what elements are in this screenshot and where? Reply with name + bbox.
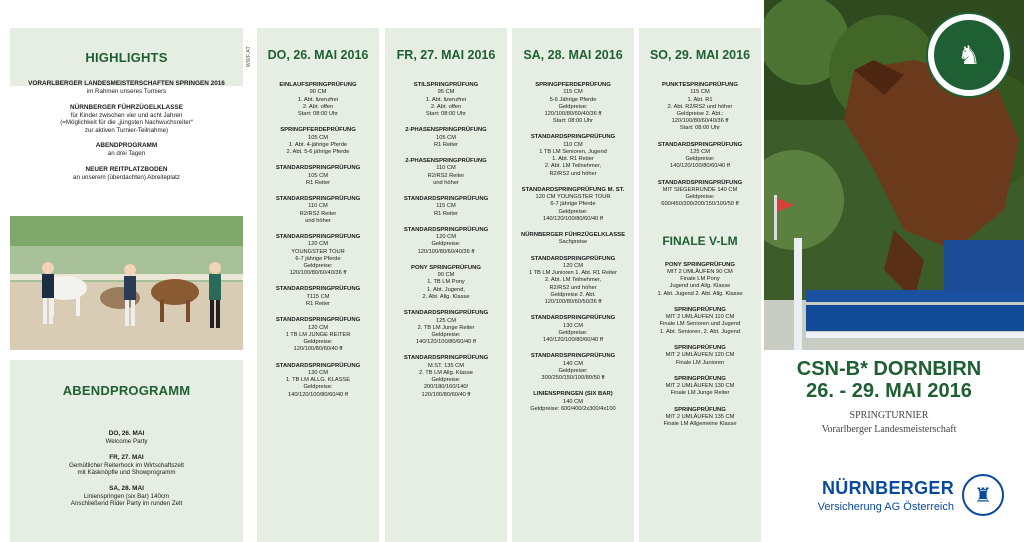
abendprogramm-list bbox=[10, 430, 243, 516]
item-line: MIT 2 UMLÄUFEN 110 CM bbox=[665, 314, 735, 321]
item-title: STANDARDSPRINGPRÜFUNG bbox=[403, 310, 489, 317]
day-events bbox=[512, 82, 634, 413]
item-line: 105 CM bbox=[308, 134, 328, 141]
item-line: R2/RS2 Reiter bbox=[427, 172, 465, 179]
day-title: SO, 29. MAI 2016 bbox=[649, 48, 751, 62]
item-line: 2. Abt. LM Teilnehmer, bbox=[544, 277, 602, 284]
event-title bbox=[764, 358, 1014, 402]
day-column-sunday bbox=[639, 28, 761, 542]
day-column-friday bbox=[385, 28, 507, 542]
list-item bbox=[10, 142, 243, 158]
day-title: SA, 28. MAI 2016 bbox=[523, 48, 623, 62]
item-line: 140/120/100/80/60/40 ff bbox=[543, 337, 603, 344]
list-item bbox=[641, 345, 759, 367]
item-line: 120 CM bbox=[436, 234, 456, 241]
item-line: Finale LM Pony bbox=[680, 276, 720, 283]
item-title: STANDARDSPRINGPRÜFUNG bbox=[275, 165, 361, 172]
item-line: (=Möglichkeit für die „jüngsten Nachwuchsreiter“ bbox=[60, 119, 193, 127]
list-item bbox=[387, 82, 505, 118]
item-line: MIT 2 UMLÄUFEN 135 CM bbox=[665, 413, 735, 420]
item-line: Jugend und Allg. Klasse bbox=[669, 283, 731, 290]
item-line: für Kinder zwischen vier und acht Jahren bbox=[70, 111, 183, 119]
list-item bbox=[387, 196, 505, 218]
item-line: R1 Reiter bbox=[305, 179, 331, 186]
item-title: PONY SPRINGPRÜFUNG bbox=[411, 264, 481, 271]
item-title: PONY SPRINGPRÜFUNG bbox=[665, 261, 735, 268]
day-title: DO, 26. MAI 2016 bbox=[267, 48, 369, 62]
day-column-saturday bbox=[512, 28, 634, 542]
item-title: STILSPRINGPRÜFUNG bbox=[413, 82, 479, 88]
finale-events bbox=[639, 262, 761, 429]
item-line: Start: 08:00 Uhr bbox=[425, 111, 467, 118]
item-line: 125 CM bbox=[690, 149, 710, 156]
item-line: an unserem (überdachten) Abreiteplatz bbox=[73, 173, 180, 181]
item-line: R2/RS2 Reiter bbox=[299, 210, 337, 217]
item-line: 1. Abt. lizenzfrei bbox=[297, 96, 339, 103]
item-title: STANDARDSPRINGPRÜFUNG bbox=[275, 286, 361, 293]
item-line: MIT 2 UMLÄUFEN 90 CM bbox=[667, 269, 733, 276]
item-line: 110 CM bbox=[308, 203, 328, 210]
item-title: STANDARDSPRINGPRÜFUNG bbox=[403, 355, 489, 362]
item-line: Geldpreise: bbox=[303, 384, 333, 391]
item-line: 1. TB LM Pony bbox=[427, 279, 465, 286]
item-title: STANDARDSPRINGPRÜFUNG M. ST. bbox=[521, 186, 625, 193]
item-line: 90 CM bbox=[437, 272, 455, 279]
item-line: 1. Abt. R1 Reiter bbox=[552, 156, 594, 163]
item-line: Linienspringen (six Bar) 140cm bbox=[83, 492, 170, 500]
list-item bbox=[259, 82, 377, 118]
item-line: 140 CM bbox=[563, 360, 583, 367]
item-line: R1 Reiter bbox=[305, 301, 331, 308]
item-title: STANDARDSPRINGPRÜFUNG bbox=[530, 353, 616, 360]
item-line: Geldpreise: bbox=[558, 208, 588, 215]
list-item bbox=[514, 187, 632, 223]
item-line: 130 CM bbox=[308, 369, 328, 376]
item-title: SA, 28. MAI bbox=[109, 484, 144, 492]
item-line: 1 TB LM JUNGE REITER bbox=[285, 331, 351, 338]
item-line: 90 CM bbox=[309, 89, 327, 96]
item-title: SPRINGPRÜFUNG bbox=[674, 375, 726, 382]
item-line: Start: 08:00 Uhr bbox=[297, 111, 339, 118]
list-item bbox=[641, 407, 759, 429]
item-title: STANDARDSPRINGPRÜFUNG bbox=[275, 362, 361, 369]
item-line: Geldpreise: bbox=[558, 329, 588, 336]
item-line: 1. Abt. lizenzfrei bbox=[425, 96, 467, 103]
abendprogramm-title: ABENDPROGRAMM bbox=[62, 382, 191, 398]
day-column-thursday bbox=[257, 28, 379, 542]
list-item bbox=[259, 234, 377, 277]
list-item bbox=[641, 376, 759, 398]
list-item bbox=[259, 286, 377, 308]
list-item bbox=[641, 307, 759, 336]
item-line: Start: 08:00 Uhr bbox=[552, 118, 594, 125]
item-line: 115 CM bbox=[690, 89, 710, 96]
item-line: 200/180/160/140/ bbox=[423, 384, 469, 391]
item-title: PUNKTESPRINGPRÜFUNG bbox=[662, 82, 738, 88]
list-item bbox=[387, 265, 505, 301]
list-item bbox=[514, 353, 632, 382]
list-item bbox=[641, 180, 759, 209]
item-line: Sachpreise bbox=[558, 239, 588, 246]
item-line: Finale LM Junioren bbox=[675, 359, 725, 366]
list-item bbox=[387, 310, 505, 346]
item-line: an drei Tagen bbox=[107, 150, 146, 158]
item-line: Geldpreise: bbox=[431, 377, 461, 384]
item-line: Finale LM Allgemeine Klasse bbox=[663, 421, 737, 428]
sponsor-name: NÜRNBERGER bbox=[821, 478, 954, 498]
item-title: SPRINGPRÜFUNG bbox=[674, 306, 726, 313]
item-line: 2. Abt. offen bbox=[302, 103, 334, 110]
list-item bbox=[259, 196, 377, 225]
item-line: 120/100/80/60/40/36 ff bbox=[289, 270, 347, 277]
event-title-line2: 26. - 29. MAI 2016 bbox=[806, 380, 972, 402]
item-line: 140/120/100/80/60/40 ff bbox=[288, 391, 348, 398]
item-line: 2. Abt. Allg. Klasse bbox=[422, 293, 470, 300]
item-line: Geldpreise: bbox=[685, 194, 715, 201]
item-line: 140 CM bbox=[563, 398, 583, 405]
item-title: NEUER REITPLATZBODEN bbox=[85, 165, 168, 173]
item-line: 115 CM bbox=[436, 203, 456, 210]
item-line: M.ST. 135 CM bbox=[427, 362, 465, 369]
item-line: 95 CM bbox=[437, 89, 455, 96]
item-title: STANDARDSPRINGPRÜFUNG bbox=[530, 134, 616, 141]
item-line: 120/100/80/60/40/36 ff bbox=[417, 248, 475, 255]
item-title: SPRINGPRÜFUNG bbox=[674, 406, 726, 413]
club-badge bbox=[926, 12, 1012, 98]
item-line: Geldpreise: bbox=[431, 331, 461, 338]
item-line: 140/120/100/80/60/40 ff bbox=[416, 339, 476, 346]
item-line: 120 CM bbox=[308, 324, 328, 331]
item-title: STANDARDSPRINGPRÜFUNG bbox=[657, 179, 743, 186]
item-line: Geldpreise: 600/400/2x300/4x100 bbox=[530, 405, 616, 412]
item-line: R2/RS2 und höher bbox=[549, 284, 597, 291]
list-item bbox=[514, 82, 632, 125]
item-line: 1. Abt. Senioren, 2. Abt. Jugend bbox=[660, 328, 740, 335]
item-title: STANDARDSPRINGPRÜFUNG bbox=[275, 317, 361, 324]
item-line: Start: 08:00 Uhr bbox=[679, 125, 721, 132]
list-item bbox=[387, 227, 505, 256]
list-item bbox=[387, 127, 505, 149]
item-title: NÜRNBERGER FÜHRZÜGELKLASSE bbox=[70, 103, 183, 111]
item-line: 1. Abt. Jugend, bbox=[427, 286, 465, 293]
item-line: 2. Abt. R2/RS2 und höher bbox=[667, 103, 733, 110]
item-line: Finale LM Senioren und Jugend bbox=[659, 321, 741, 328]
item-line: im Rahmen unseres Turniers bbox=[86, 88, 167, 95]
event-subtitle: SPRINGTURNIER bbox=[849, 410, 929, 421]
item-title: STANDARDSPRINGPRÜFUNG bbox=[403, 196, 489, 203]
item-title: 2-PHASENSPRINGPRÜFUNG bbox=[405, 127, 487, 134]
item-line: MIT 2 UMLÄUFEN 120 CM bbox=[665, 352, 735, 359]
item-line: Geldpreise: bbox=[431, 241, 461, 248]
item-line: Geldpreise: bbox=[558, 103, 588, 110]
item-line: 140/120/100/80/60/40 ff bbox=[543, 215, 603, 222]
item-title: FR, 27. MAI bbox=[109, 453, 144, 461]
item-line: 120 CM YOUNGSTER TOUR bbox=[535, 194, 611, 201]
item-line: 115 CM bbox=[563, 89, 583, 96]
list-item bbox=[10, 430, 243, 446]
list-item bbox=[259, 165, 377, 187]
item-line: R1 Reiter bbox=[433, 210, 459, 217]
list-item bbox=[641, 82, 759, 133]
item-line: Geldpreise 2. Abt.: bbox=[676, 111, 724, 118]
item-title: EINLAUFSPRINGPRÜFUNG bbox=[279, 82, 357, 88]
list-item bbox=[387, 355, 505, 398]
item-title: SPRINGPRÜFUNG bbox=[674, 344, 726, 351]
knight-shield-icon: ♜ bbox=[962, 474, 1004, 516]
item-line: 120 CM bbox=[308, 241, 328, 248]
kids-ponies-illustration bbox=[10, 216, 243, 350]
day-events bbox=[639, 82, 761, 209]
list-item bbox=[10, 485, 243, 508]
item-line: 2. Abt. 5-6 jährige Pferde bbox=[286, 149, 350, 156]
item-line: 120/100/80/60/40 ff bbox=[293, 346, 343, 353]
item-line: 2. TB LM Allg. Klasse bbox=[419, 369, 473, 376]
list-item bbox=[10, 80, 243, 96]
item-line: Gemütlicher Reiterhock im Wirtschaftszelt bbox=[69, 461, 184, 469]
list-item bbox=[259, 363, 377, 399]
list-item bbox=[10, 104, 243, 135]
item-title: STANDARDSPRINGPRÜFUNG bbox=[403, 226, 489, 233]
item-title: VORARLBERGER LANDESMEISTERSCHAFTEN SPRINGEN 2016 bbox=[28, 80, 225, 87]
kids-ponies-photo bbox=[10, 216, 243, 350]
item-title: STANDARDSPRINGPRÜFUNG bbox=[530, 255, 616, 262]
list-item bbox=[259, 317, 377, 353]
item-line: 1. TB LM ALLG. KLASSE bbox=[285, 377, 351, 384]
list-item bbox=[514, 134, 632, 177]
event-title-line1: CSN-B* DORNBIRN bbox=[796, 358, 982, 380]
item-line: 6-7 jährige Pferde bbox=[550, 201, 596, 208]
list-item bbox=[259, 127, 377, 156]
highlights-title: HIGHLIGHTS bbox=[85, 49, 168, 65]
print-mark: WWF.AT bbox=[246, 46, 252, 68]
item-line: 120/100/80/60/40/36 ff bbox=[544, 111, 602, 118]
item-line: T115 CM bbox=[306, 293, 330, 300]
item-line: YOUNGSTER TOUR bbox=[291, 248, 345, 255]
item-line: 105 CM bbox=[308, 172, 328, 179]
item-line: 2. Abt. offen bbox=[430, 103, 462, 110]
item-line: 1. Abt. Jugend 2. Abt. Allg. Klasse bbox=[657, 290, 743, 297]
horse-rider-icon: ♞ bbox=[934, 20, 1004, 90]
item-line: 1. Abt. 4-jährige Pferde bbox=[288, 141, 348, 148]
item-line: und höher bbox=[433, 179, 459, 186]
list-item bbox=[514, 232, 632, 247]
item-title: NÜRNBERGER FÜHRZÜGELKLASSE bbox=[520, 232, 626, 239]
finale-header bbox=[639, 218, 761, 262]
item-title: DO, 26. MAI bbox=[108, 430, 145, 437]
item-title: 2-PHASENSPRINGPRÜFUNG bbox=[405, 158, 487, 165]
item-line: 1 TB LM Junioren 1. Abt. R1 Reiter bbox=[528, 270, 618, 277]
item-line: 2. Abt. LM Teilnehmer, bbox=[544, 163, 602, 170]
item-line: 110 CM bbox=[563, 141, 583, 148]
item-line: Geldpreise: bbox=[303, 263, 333, 270]
item-line: 105 CM bbox=[436, 134, 456, 141]
item-line: 140/120/100/80/60/40 ff bbox=[670, 163, 730, 170]
item-line: 120/100/80/60/40/36 ff bbox=[671, 118, 729, 125]
highlights-header bbox=[10, 28, 243, 86]
event-info-panel bbox=[764, 350, 1024, 542]
item-title: STANDARDSPRINGPRÜFUNG bbox=[275, 234, 361, 241]
item-line: 1 TB LM Senioren, Jugend bbox=[539, 149, 607, 156]
item-line: 2. TB LM Junge Reiter bbox=[417, 324, 475, 331]
item-title: SPRINGPFERDEPRÜFUNG bbox=[535, 82, 611, 88]
item-line: Geldpreise 2. Abt. bbox=[550, 291, 596, 298]
item-line: 120 CM bbox=[563, 263, 583, 270]
list-item bbox=[641, 142, 759, 171]
item-line: und höher bbox=[305, 217, 331, 224]
highlights-list bbox=[10, 80, 243, 190]
item-line: Geldpreise: bbox=[685, 156, 715, 163]
item-line: Anschließend Rider Party im runden Zelt bbox=[70, 500, 183, 508]
list-item bbox=[514, 256, 632, 307]
item-title: STANDARDSPRINGPRÜFUNG bbox=[657, 141, 743, 148]
day-title: FR, 27. MAI 2016 bbox=[396, 48, 496, 62]
item-line: R2/RS2 und höher bbox=[549, 170, 597, 177]
day-events bbox=[385, 82, 507, 399]
list-item bbox=[514, 315, 632, 344]
item-line: 120/100/80/60/50/36 ff bbox=[544, 299, 602, 306]
item-line: 120/100/80/60/40 ff bbox=[421, 391, 471, 398]
item-line: 300/250/150/100/80/50 ff bbox=[541, 375, 605, 382]
list-item bbox=[387, 158, 505, 187]
item-title: STANDARDSPRINGPRÜFUNG bbox=[530, 315, 616, 322]
item-line: Geldpreise: bbox=[558, 367, 588, 374]
item-line: Geldpreise: bbox=[303, 339, 333, 346]
event-subtitle-2: Vorarlberger Landesmeisterschaft bbox=[821, 424, 957, 435]
item-line: zur aktiven Turnier-Teilnahme) bbox=[84, 126, 169, 134]
list-item bbox=[641, 262, 759, 298]
item-title: SPRINGPFERDEPRÜFUNG bbox=[280, 127, 356, 134]
item-line: 1. Abt. R1 bbox=[687, 96, 713, 103]
item-line: Welcome Party bbox=[105, 438, 148, 445]
item-line: mit Käsknöpfle und Showprogramm bbox=[77, 469, 176, 477]
sponsor-subtitle: Versicherung AG Österreich bbox=[817, 501, 954, 513]
item-line: 6-7 jährige Pferde bbox=[295, 255, 341, 262]
item-line: R1 Reiter bbox=[433, 141, 459, 148]
item-line: 600/450/300/200/150/100/50 ff bbox=[661, 201, 739, 208]
item-line: 125 CM bbox=[436, 317, 456, 324]
list-item bbox=[514, 391, 632, 413]
list-item bbox=[10, 166, 243, 182]
abendprogramm-panel bbox=[10, 360, 243, 542]
item-line: 130 CM bbox=[563, 322, 583, 329]
item-title: LINIENSPRINGEN (SIX BAR) bbox=[533, 391, 613, 398]
item-line: 110 CM bbox=[436, 165, 456, 172]
item-line: MIT 2 UMLÄUFEN 130 CM bbox=[665, 383, 735, 390]
list-item bbox=[10, 454, 243, 477]
item-line: 5-6 Jährige Pferde bbox=[549, 96, 597, 103]
item-title: ABENDPROGRAMM bbox=[95, 142, 158, 150]
item-title: STANDARDSPRINGPRÜFUNG bbox=[275, 196, 361, 203]
item-line: MIT SIEGERRUNDE 140 CM bbox=[662, 187, 738, 194]
highlights-column bbox=[0, 0, 252, 542]
finale-title: FINALE V-LM bbox=[662, 233, 738, 248]
item-line: Finale LM Junge Reiter bbox=[670, 390, 730, 397]
day-events bbox=[257, 82, 379, 399]
